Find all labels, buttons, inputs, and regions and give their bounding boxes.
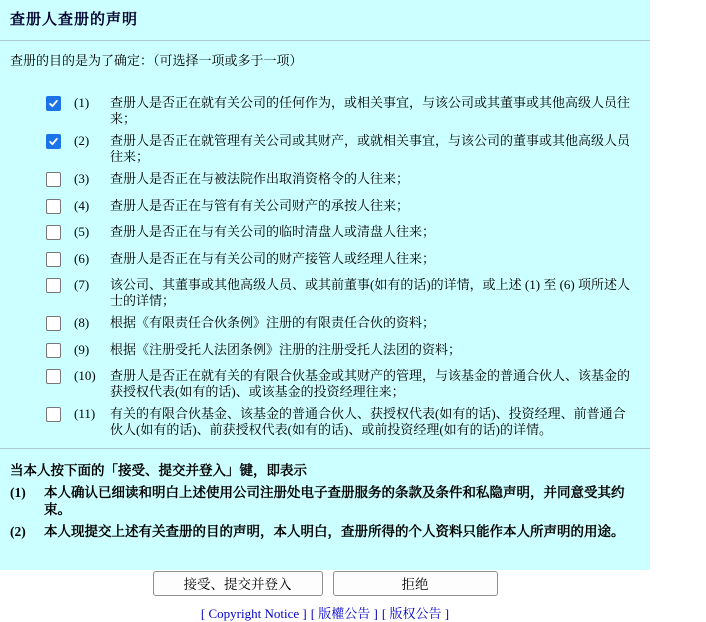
copyright-notice-link[interactable]: [ Copyright Notice ]	[200, 605, 307, 621]
agreement-text: 本人确认已细读和明白上述使用公司注册处电子查册服务的条款及条件和私隐声明，并同意受其约束。	[44, 485, 625, 517]
purpose-text: 查册人是否正在与被法院作出取消资格令的人往来；	[110, 171, 410, 186]
copyright-notice-link-zh[interactable]: [ 版權公告 ]	[310, 605, 378, 621]
purpose-text: 根据《注册受托人法团条例》注册的注册受托人法团的资料；	[110, 341, 462, 357]
purpose-number: (7)	[74, 277, 90, 292]
check-icon	[49, 99, 58, 108]
purpose-number: (6)	[74, 250, 90, 266]
purpose-checkbox[interactable]	[46, 134, 61, 149]
purpose-item	[46, 133, 640, 164]
purpose-text: 查册人是否正在就有关的有限合伙基金或其财产的管理，与该基金的普通合伙人、该基金的获授权代表(如有的话)、或该基金的投资经理往来；	[110, 368, 631, 399]
agreement-number: (1)	[10, 485, 26, 500]
purpose-item	[46, 171, 640, 191]
accept-submit-login-button[interactable]: 接受、提交并登入	[153, 571, 323, 596]
purpose-item	[46, 368, 640, 399]
page-title: 查册人查册的声明	[10, 12, 139, 28]
purpose-number: (4)	[74, 197, 90, 213]
purpose-item	[46, 198, 640, 218]
purpose-checkbox[interactable]	[46, 172, 61, 187]
agreement-text: 本人现提交上述有关查册的目的声明，本人明白，查册所得的个人资料只能作本人所声明的用途。	[44, 524, 625, 539]
check-icon	[49, 137, 58, 146]
purpose-checkbox[interactable]	[46, 278, 61, 293]
purpose-number: (1)	[74, 95, 90, 110]
purpose-text: 查册人是否正在与有关公司的临时清盘人或清盘人往来；	[110, 224, 436, 239]
title-divider	[0, 40, 650, 41]
agreement-number: (2)	[10, 524, 26, 539]
reject-button[interactable]: 拒绝	[333, 571, 498, 596]
button-row	[10, 571, 640, 596]
purpose-number: (2)	[74, 133, 90, 148]
purpose-text: 该公司、其董事或其他高级人员、或其前董事(如有的话)的详情，或上述 (1) 至 (6) 项所述人士的详情；	[110, 277, 630, 308]
agreement-header: 当本人按下面的「接受、提交并登入」键，即表示	[10, 463, 307, 478]
purpose-item	[46, 251, 640, 271]
purpose-number: (3)	[74, 171, 90, 186]
purpose-checkbox[interactable]	[46, 225, 61, 240]
purpose-text: 查册人是否正在就有关公司的任何作为，或相关事宜，与该公司或其董事或其他高级人员往来；	[110, 95, 631, 126]
purpose-text: 查册人是否正在与管有有关公司财产的承按人往来；	[110, 197, 410, 213]
purpose-number: (9)	[74, 341, 90, 357]
purpose-number: (11)	[74, 406, 96, 421]
footer-links	[10, 603, 640, 622]
purpose-text: 查册人是否正在与有关公司的财产接管人或经理人往来；	[110, 250, 436, 266]
purpose-item	[46, 315, 640, 335]
purpose-number: (8)	[74, 315, 90, 330]
purpose-checkbox[interactable]	[46, 369, 61, 384]
purpose-text: 有关的有限合伙基金、该基金的普通合伙人、获授权代表(如有的话)、投资经理、前普通合伙人(如有的话)、前获授权代表(如有的话)、或前投资经理(如有的话)的详情。	[110, 406, 626, 437]
purpose-item	[46, 406, 640, 437]
section-divider	[0, 448, 650, 449]
purpose-checkbox[interactable]	[46, 96, 61, 111]
purpose-item	[46, 95, 640, 126]
purpose-list	[10, 95, 640, 437]
purpose-checkbox[interactable]	[46, 252, 61, 267]
copyright-notice-link-zh[interactable]: [ 版权公告 ]	[381, 605, 450, 621]
purpose-intro: 查册的目的是为了确定：（可选择一项或多于一项）	[10, 53, 303, 68]
purpose-checkbox[interactable]	[46, 407, 61, 422]
purpose-checkbox[interactable]	[46, 199, 61, 214]
purpose-item	[46, 342, 640, 362]
purpose-item	[46, 224, 640, 244]
agreement-item	[10, 485, 640, 518]
purpose-number: (5)	[74, 224, 90, 239]
purpose-checkbox[interactable]	[46, 343, 61, 358]
purpose-item	[46, 277, 640, 308]
agreement-item	[10, 524, 640, 541]
purpose-text: 根据《有限责任合伙条例》注册的有限责任合伙的资料；	[110, 315, 436, 330]
purpose-checkbox[interactable]	[46, 316, 61, 331]
purpose-text: 查册人是否正在就管理有关公司或其财产，或就相关事宜，与该公司的董事或其他高级人员往来；	[110, 133, 631, 164]
agreement-list	[10, 485, 640, 541]
purpose-number: (10)	[74, 368, 96, 383]
